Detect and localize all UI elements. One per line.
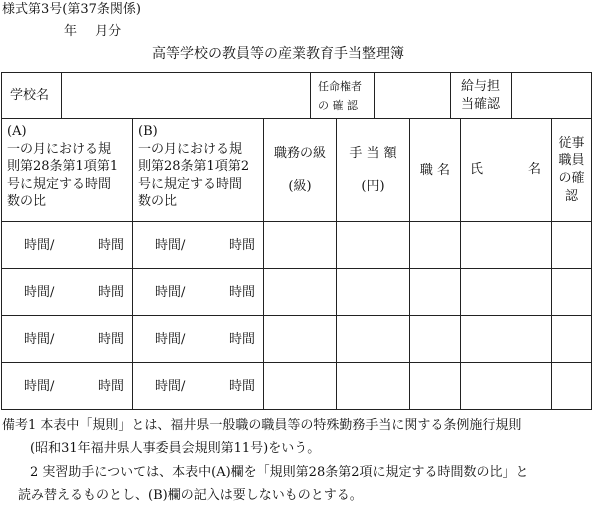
column-b-header: (B) 一の月における規 則第28条第1項第2 号に規定する時間 数の比 bbox=[133, 119, 264, 222]
staff-confirm-cell[interactable] bbox=[552, 363, 592, 410]
school-name-label: 学校名 bbox=[10, 88, 50, 103]
page-title: 高等学校の教員等の産業教育手当整理簿 bbox=[152, 46, 404, 62]
allowance-amount-cell[interactable] bbox=[337, 269, 410, 316]
year-month-label: 年 月分 bbox=[64, 24, 122, 39]
position-header: 職 名 bbox=[410, 119, 461, 222]
staff-confirm-cell[interactable] bbox=[552, 222, 592, 269]
job-grade-cell[interactable] bbox=[264, 316, 337, 363]
appointer-confirm-label: 任命権者 の 確 認 bbox=[310, 73, 374, 118]
column-a-cell[interactable]: 時間/ 時間 bbox=[2, 269, 133, 316]
note-2-line-2: 読み替えるものとし、(B)欄の記入は要しないものとする。 bbox=[18, 488, 363, 503]
school-name-field[interactable] bbox=[61, 73, 310, 118]
allowance-amount-cell[interactable] bbox=[337, 316, 410, 363]
staff-confirm-cell[interactable] bbox=[552, 316, 592, 363]
name-cell[interactable] bbox=[461, 269, 552, 316]
job-grade-cell[interactable] bbox=[264, 222, 337, 269]
column-a-cell[interactable]: 時間/ 時間 bbox=[2, 363, 133, 410]
table-row bbox=[2, 269, 592, 316]
position-cell[interactable] bbox=[410, 316, 461, 363]
table-row bbox=[2, 363, 592, 410]
name-cell[interactable] bbox=[461, 222, 552, 269]
column-b-cell[interactable]: 時間/ 時間 bbox=[133, 316, 264, 363]
position-cell[interactable] bbox=[410, 269, 461, 316]
pay-confirm-field[interactable] bbox=[511, 73, 592, 118]
column-a-cell[interactable]: 時間/ 時間 bbox=[2, 222, 133, 269]
column-a-header: (A) 一の月における規 則第28条第1項第1 号に規定する時間 数の比 bbox=[2, 119, 133, 222]
name-cell[interactable] bbox=[461, 363, 552, 410]
job-grade-header: 職務の級 (級) bbox=[264, 119, 337, 222]
allowance-amount-cell[interactable] bbox=[337, 363, 410, 410]
staff-confirm-cell[interactable] bbox=[552, 269, 592, 316]
appointer-confirm-field[interactable] bbox=[374, 73, 450, 118]
position-cell[interactable] bbox=[410, 222, 461, 269]
note-1-line-2: (昭和31年福井県人事委員会規則第11号)をいう。 bbox=[30, 441, 321, 456]
note-1-line-1: 備考1 本表中「規則」とは、福井県一般職の職員等の特殊勤務手当に関する条例施行規則 bbox=[2, 418, 522, 433]
table-row bbox=[2, 316, 592, 363]
allowance-amount-cell[interactable] bbox=[337, 222, 410, 269]
name-header: 氏 名 bbox=[461, 119, 552, 222]
allowance-register-table bbox=[1, 72, 592, 410]
position-cell[interactable] bbox=[410, 363, 461, 410]
column-b-cell[interactable]: 時間/ 時間 bbox=[133, 222, 264, 269]
job-grade-cell[interactable] bbox=[264, 269, 337, 316]
pay-confirm-label: 給与担 当確認 bbox=[450, 73, 511, 118]
job-grade-cell[interactable] bbox=[264, 363, 337, 410]
table-row bbox=[2, 222, 592, 269]
staff-confirm-header: 従事 職員 の確 認 bbox=[552, 119, 592, 222]
note-2-line-1: 2 実習助手については、本表中(A)欄を「規則第28条第2項に規定する時間数の比」と bbox=[30, 465, 529, 480]
column-b-cell[interactable]: 時間/ 時間 bbox=[133, 363, 264, 410]
allowance-amount-header: 手 当 額 (円) bbox=[337, 119, 410, 222]
column-b-cell[interactable]: 時間/ 時間 bbox=[133, 269, 264, 316]
name-cell[interactable] bbox=[461, 316, 552, 363]
form-number: 様式第3号(第37条関係) bbox=[2, 2, 141, 17]
column-a-cell[interactable]: 時間/ 時間 bbox=[2, 316, 133, 363]
